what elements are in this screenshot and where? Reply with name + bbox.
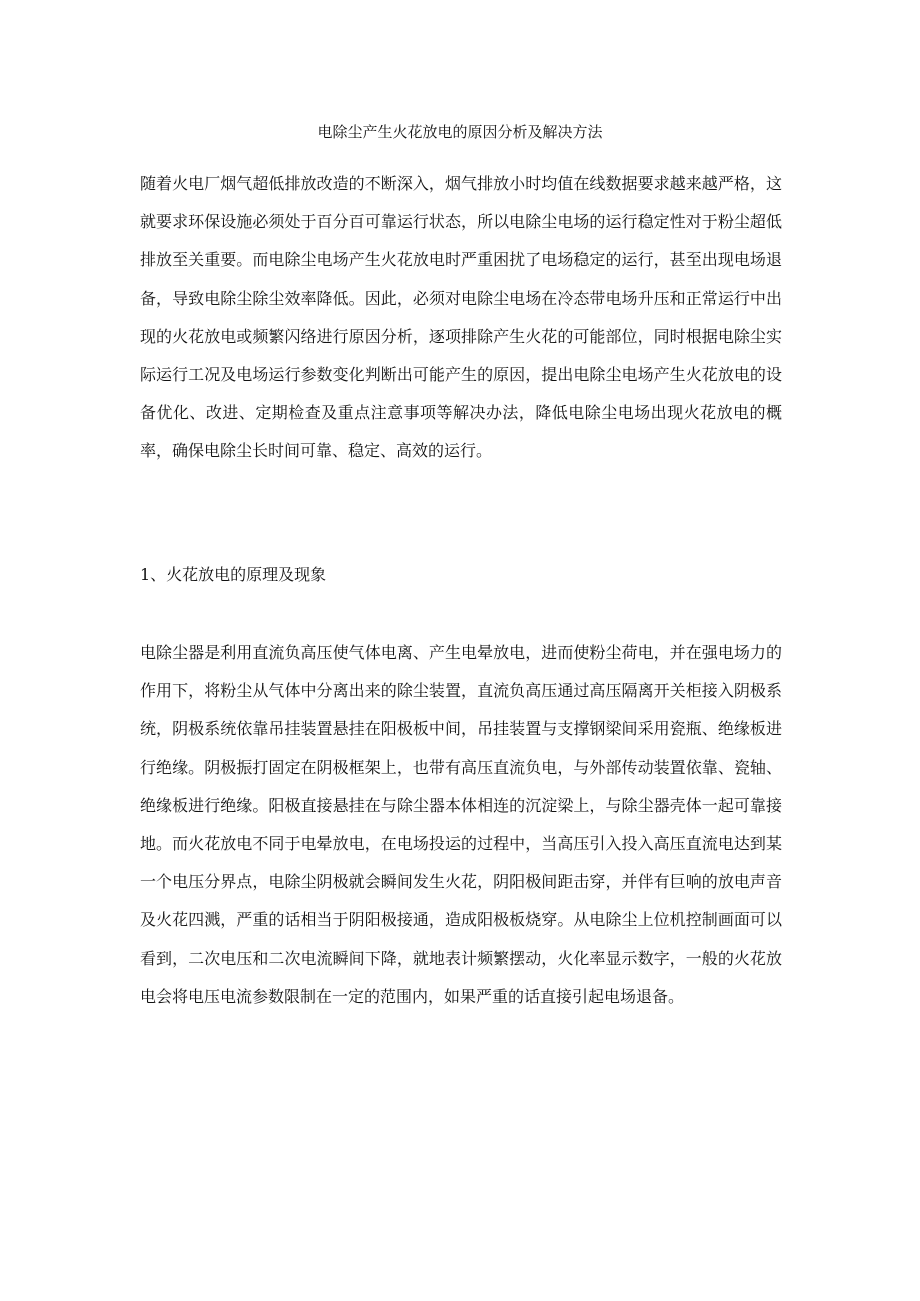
section-body-paragraph: 电除尘器是利用直流负高压使气体电离、产生电晕放电，进而使粉尘荷电，并在强电场力的作用下，将粉尘从气体中分离出来的除尘装置，直流负高压通过高压隔离开关柜接入阴极系统，阴极系统依靠吊挂装置悬挂在阳极板中间，吊挂装置与支撑钢梁间采用瓷瓶、绝缘板进行绝缘。阴极振打固定在阴极框架上，也带有高压直流负电，与外部传动装置依靠、瓷轴、绝缘板进行绝缘。阳极直接悬挂在与除尘器本体相连的沉淀梁上，与除尘器壳体一起可靠接地。而火花放电不同于电晕放电，在电场投运的过程中，当高压引入投入高压直流电达到某一个电压分界点，电除尘阴极就会瞬间发生火花，阴阳极间距击穿，并伴有巨响的放电声音及火花四溅，严重的话相当于阴阳极接通，造成阳极板烧穿。从电除尘上位机控制画面可以看到，二次电压和二次电流瞬间下降，就地表计频繁摆动，火化率显示数字，一般的火花放电会将电压电流参数限制在一定的范围内，如果严重的话直接引起电场退备。: [140, 643, 782, 1006]
intro-paragraph: 随着火电厂烟气超低排放改造的不断深入，烟气排放小时均值在线数据要求越来越严格，这就要求环保设施必须处于百分百可靠运行状态，所以电除尘电场的运行稳定性对于粉尘超低排放至关重要。而电除尘电场产生火花放电时严重困扰了电场稳定的运行，甚至出现电场退备，导致电除尘除尘效率降低。因此，必须对电除尘电场在冷态带电场升压和正常运行中出现的火花放电或频繁闪络进行原因分析，逐项排除产生火花的可能部位，同时根据电除尘实际运行工况及电场运行参数变化判断出可能产生的原因，提出电除尘电场产生火花放电的设备优化、改进、定期检查及重点注意事项等解决办法，降低电除尘电场出现火花放电的概率，确保电除尘长时间可靠、稳定、高效的运行。: [140, 174, 782, 461]
section-heading: 1、火花放电的原理及现象: [140, 565, 327, 584]
document-title: 电除尘产生火花放电的原因分析及解决方法: [317, 123, 603, 141]
